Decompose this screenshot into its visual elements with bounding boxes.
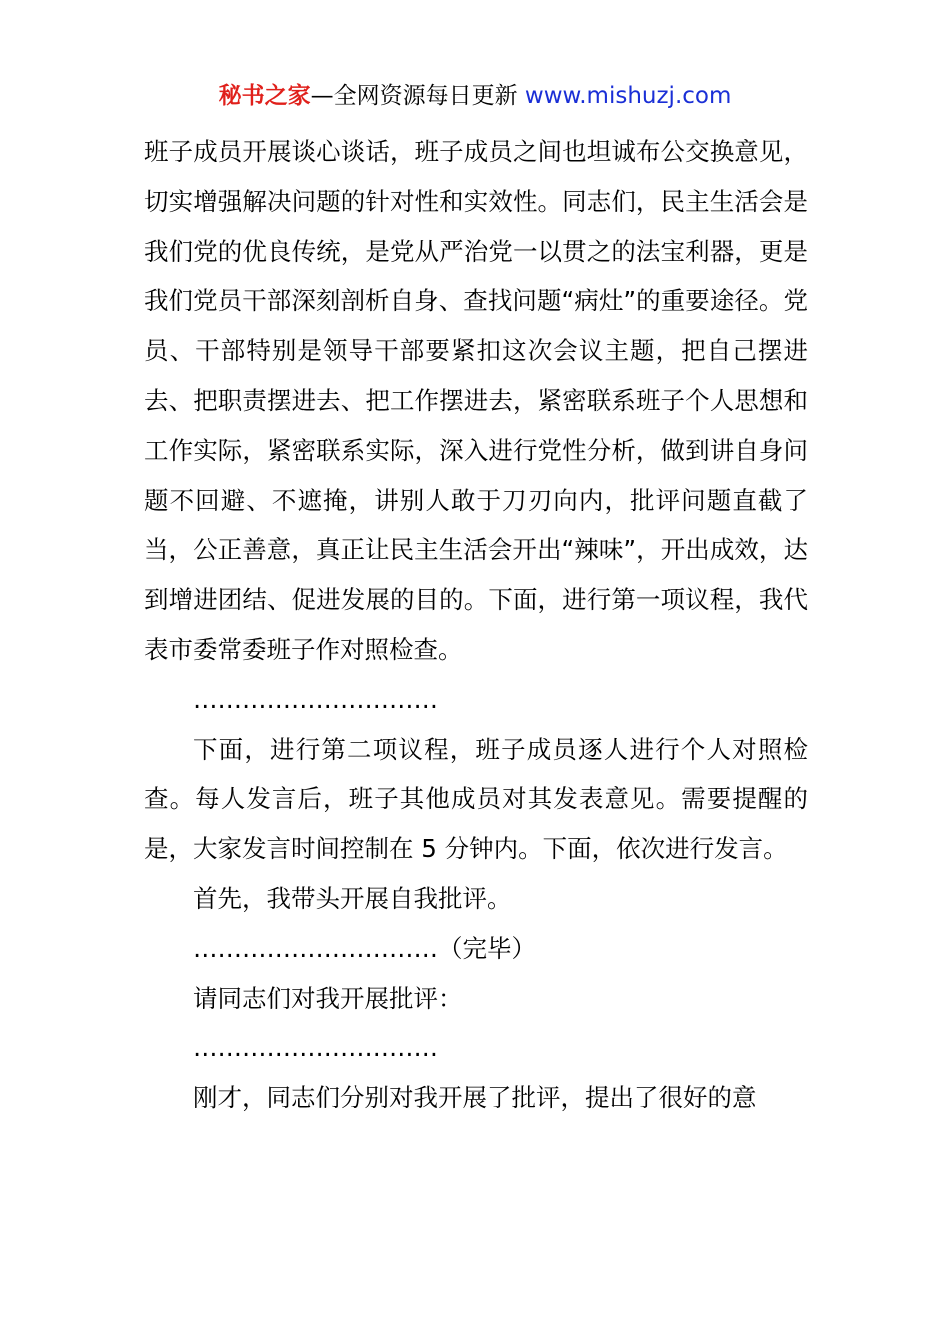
paragraph-self-criticism: 首先，我带头开展自我批评。 bbox=[193, 883, 512, 913]
header-tagline: —全网资源每日更新 bbox=[310, 83, 525, 109]
paragraph-second-agenda: 下面，进行第二项议程，班子成员逐人进行个人对照检查。每人发言后，班子其他成员对其发表意见。需要提醒的是，大家发言时间控制在 5 分钟内。下面，依次进行发言。 bbox=[144, 734, 808, 864]
paragraph-continued: 班子成员开展谈心谈话，班子成员之间也坦诚布公交换意见，切实增强解决问题的针对性和实效性。同志们，民主生活会是我们党的优良传统，是党从严治党一以贯之的法宝利器，更是我们党员干部深刻剖析自身、查找问题“病灶”的重要途径。党员、干部特别是领导干部要紧扣这次会议主题，把自己摆进去、把职责摆进去、把工作摆进去，紧密联系班子个人思想和工作实际，紧密联系实际，深入进行党性分析，做到讲自身问题不回避、不遮掩，讲别人敢于刀刃向内，批评问题直截了当，公正善意，真正让民主生活会开出“辣味”，开出成效，达到增进团结、促进发展的目的。下面，进行第一项议程，我代表市委常委班子作对照检查。 bbox=[144, 137, 808, 664]
site-url-link[interactable]: www.mishuzj.com bbox=[524, 83, 732, 109]
ellipsis-finished-line: …………………………（完毕） bbox=[193, 933, 536, 963]
paragraph-request-criticism: 请同志们对我开展批评： bbox=[193, 983, 463, 1013]
site-header bbox=[0, 80, 950, 112]
ellipsis-line: ………………………… bbox=[193, 1033, 438, 1063]
ellipsis-line: ………………………… bbox=[193, 684, 438, 714]
paragraph-closing: 刚才，同志们分别对我开展了批评，提出了很好的意 bbox=[193, 1083, 757, 1113]
document-body bbox=[144, 127, 808, 1123]
brand-name: 秘书之家 bbox=[218, 83, 311, 109]
